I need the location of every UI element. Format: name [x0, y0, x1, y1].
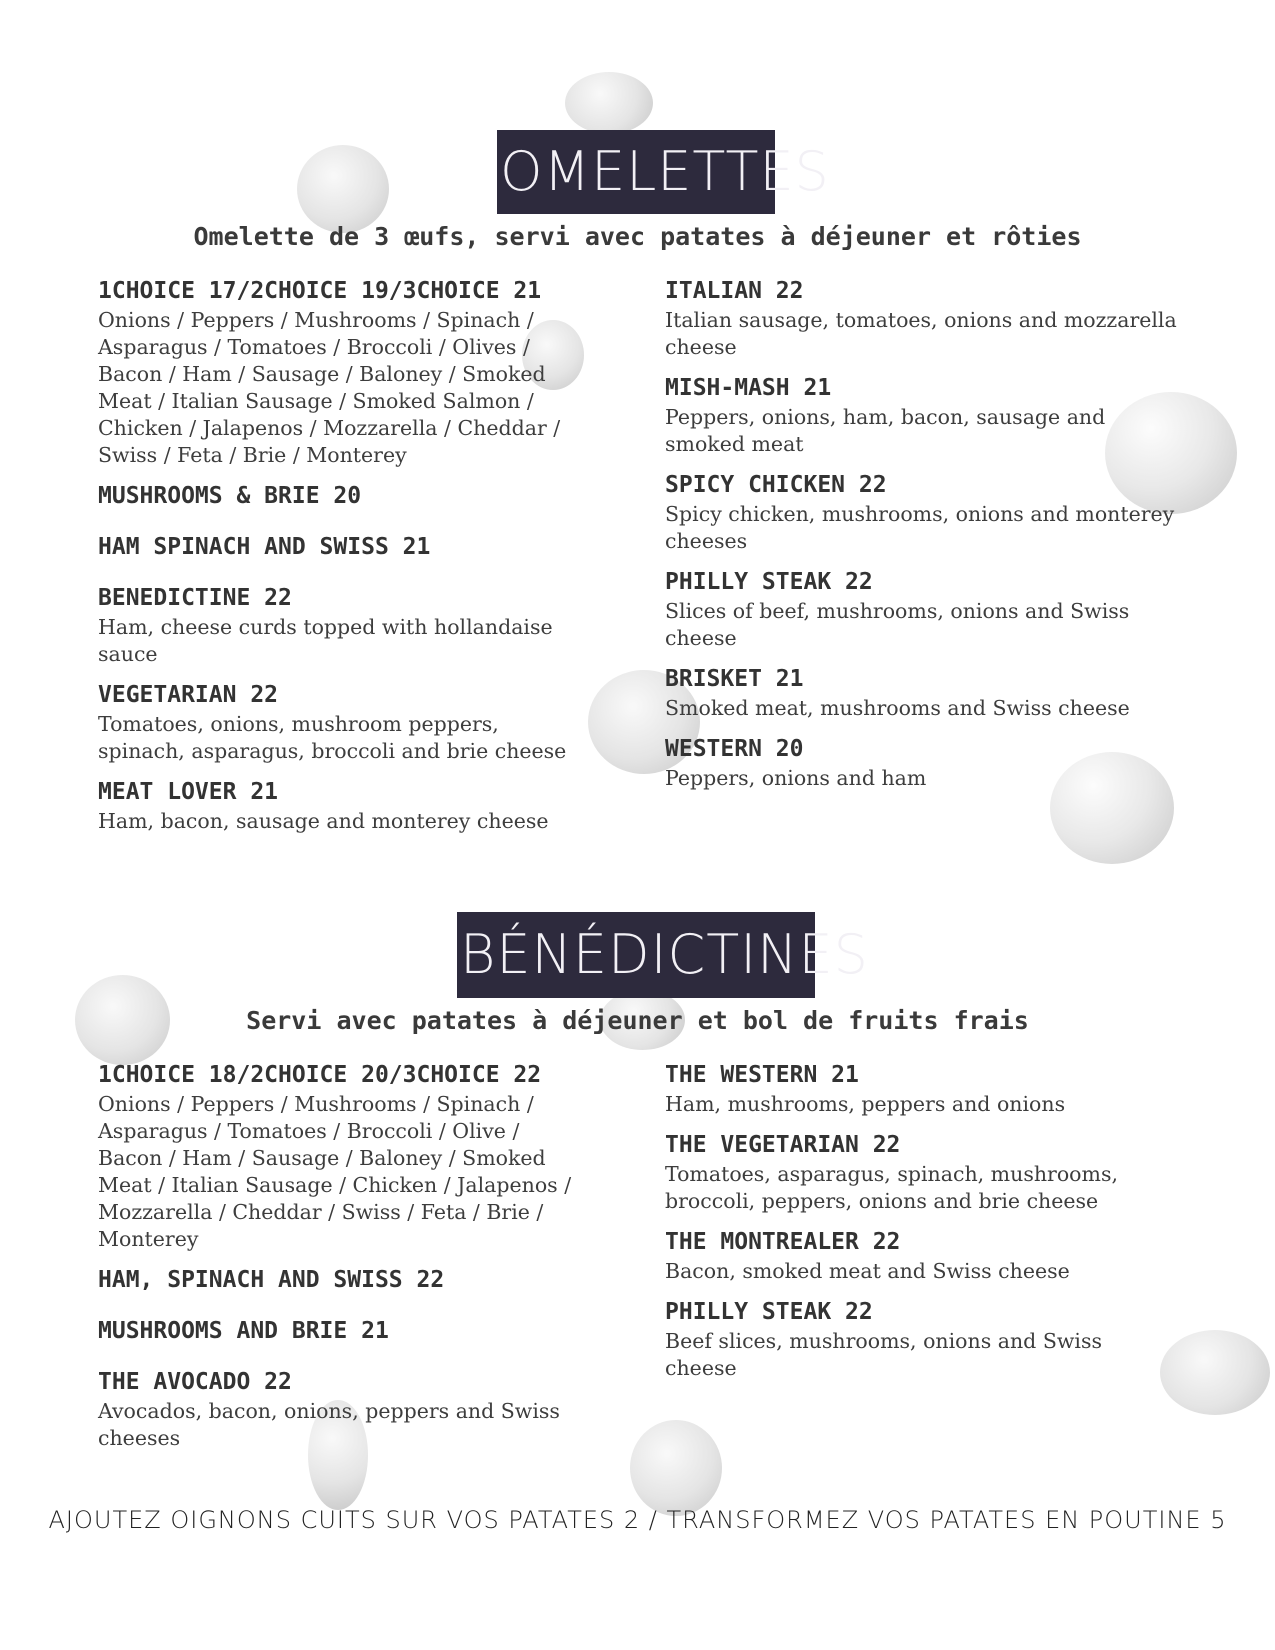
menu-item-description: Peppers, onions and ham: [665, 766, 927, 790]
benedictines-right-column: [665, 1060, 1180, 1394]
omelettes-left-column: [98, 276, 576, 847]
menu-item-description: Avocados, bacon, onions, peppers and Swiss cheeses: [98, 1399, 560, 1450]
omelettes-section-title: OMELETTES: [500, 130, 772, 214]
benedictines-section-title: BÉNÉDICTINES: [460, 912, 812, 998]
menu-item-name: MEAT LOVER 21: [98, 779, 279, 805]
menu-item: [665, 276, 1180, 361]
menu-item: [665, 470, 1180, 555]
menu-item-description: Beef slices, mushrooms, onions and Swiss cheese: [665, 1329, 1103, 1380]
mushroom-decoration-icon: [297, 145, 389, 233]
menu-item-description: Italian sausage, tomatoes, onions and mozzarella cheese: [665, 308, 1177, 359]
menu-item-description: Tomatoes, onions, mushroom peppers, spinach, asparagus, broccoli and brie cheese: [98, 712, 567, 763]
menu-item-description: Ham, cheese curds topped with hollandaise sauce: [98, 615, 553, 666]
menu-item-name: PHILLY STEAK 22: [665, 569, 873, 595]
menu-item-name: BENEDICTINE 22: [98, 585, 292, 611]
menu-item: [98, 532, 576, 563]
menu-item: [98, 481, 576, 512]
menu-item-description: Onions / Peppers / Mushrooms / Spinach / Asparagus / Tomatoes / Broccoli / Olives / Bacon / Ham / Sausage / Baloney / Smoked Meat / Italian Sausage / Smoked Salmon / Chicken / Jalapenos / Mozzarella / Cheddar / Swiss / Feta / Brie / Monterey: [98, 308, 561, 467]
menu-item: [98, 1316, 576, 1347]
menu-item-description: Ham, mushrooms, peppers and onions: [665, 1092, 1066, 1116]
menu-item-description: Onions / Peppers / Mushrooms / Spinach / Asparagus / Tomatoes / Broccoli / Olive / Bacon / Ham / Sausage / Baloney / Smoked Meat / Italian Sausage / Chicken / Jalapenos / Mozzarella / Cheddar / Swiss / Feta / Brie / Monterey: [98, 1092, 572, 1251]
omelettes-subtitle: Omelette de 3 œufs, servi avec patates à déjeuner et rôties: [193, 222, 1082, 251]
menu-item: [98, 276, 576, 469]
menu-item-name: BRISKET 21: [665, 666, 804, 692]
menu-item-name: PHILLY STEAK 22: [665, 1299, 873, 1325]
menu-item: [665, 734, 1180, 792]
omelettes-right-column: [665, 276, 1180, 804]
menu-item: [98, 1060, 576, 1253]
menu-item-name: ITALIAN 22: [665, 278, 804, 304]
menu-item-name: THE AVOCADO 22: [98, 1369, 292, 1395]
menu-item-name: 1CHOICE 17/2CHOICE 19/3CHOICE 21: [98, 278, 542, 304]
menu-item-name: VEGETARIAN 22: [98, 682, 279, 708]
menu-item-name: HAM, SPINACH AND SWISS 22: [98, 1267, 445, 1293]
menu-item: [665, 1060, 1180, 1118]
menu-item: [665, 1130, 1180, 1215]
menu-item-description: Bacon, smoked meat and Swiss cheese: [665, 1259, 1070, 1283]
menu-item-description: Tomatoes, asparagus, spinach, mushrooms, broccoli, peppers, onions and brie cheese: [665, 1162, 1119, 1213]
menu-item-name: SPICY CHICKEN 22: [665, 472, 887, 498]
menu-item-name: THE VEGETARIAN 22: [665, 1132, 901, 1158]
menu-item: [665, 1297, 1180, 1382]
menu-item-name: MUSHROOMS & BRIE 20: [98, 483, 362, 509]
menu-item-description: Ham, bacon, sausage and monterey cheese: [98, 809, 549, 833]
menu-item-name: THE MONTREALER 22: [665, 1229, 901, 1255]
mushroom-decoration-icon: [565, 72, 653, 134]
menu-item: [98, 583, 576, 668]
menu-item-name: HAM SPINACH AND SWISS 21: [98, 534, 431, 560]
benedictines-left-column: [98, 1060, 576, 1464]
mushroom-decoration-icon: [630, 1420, 722, 1516]
menu-item: [665, 1227, 1180, 1285]
menu-item-name: WESTERN 20: [665, 736, 804, 762]
menu-item: [98, 680, 576, 765]
menu-item-description: Spicy chicken, mushrooms, onions and monterey cheeses: [665, 502, 1175, 553]
menu-item-description: Peppers, onions, ham, bacon, sausage and smoked meat: [665, 405, 1106, 456]
menu-item: [98, 1367, 576, 1452]
menu-item-name: MISH-MASH 21: [665, 375, 832, 401]
menu-item-name: THE WESTERN 21: [665, 1062, 859, 1088]
benedictines-subtitle: Servi avec patates à déjeuner et bol de fruits frais: [246, 1006, 1029, 1035]
footer-note: AJOUTEZ OIGNONS CUITS SUR VOS PATATES 2 / TRANSFORMEZ VOS PATATES EN POUTINE 5: [48, 1506, 1227, 1534]
menu-item: [665, 664, 1180, 722]
menu-item: [665, 373, 1180, 458]
menu-item: [98, 777, 576, 835]
menu-item: [665, 567, 1180, 652]
menu-item-description: Smoked meat, mushrooms and Swiss cheese: [665, 696, 1130, 720]
menu-item: [98, 1265, 576, 1296]
menu-item-name: MUSHROOMS AND BRIE 21: [98, 1318, 389, 1344]
menu-item-name: 1CHOICE 18/2CHOICE 20/3CHOICE 22: [98, 1062, 542, 1088]
menu-item-description: Slices of beef, mushrooms, onions and Swiss cheese: [665, 599, 1130, 650]
